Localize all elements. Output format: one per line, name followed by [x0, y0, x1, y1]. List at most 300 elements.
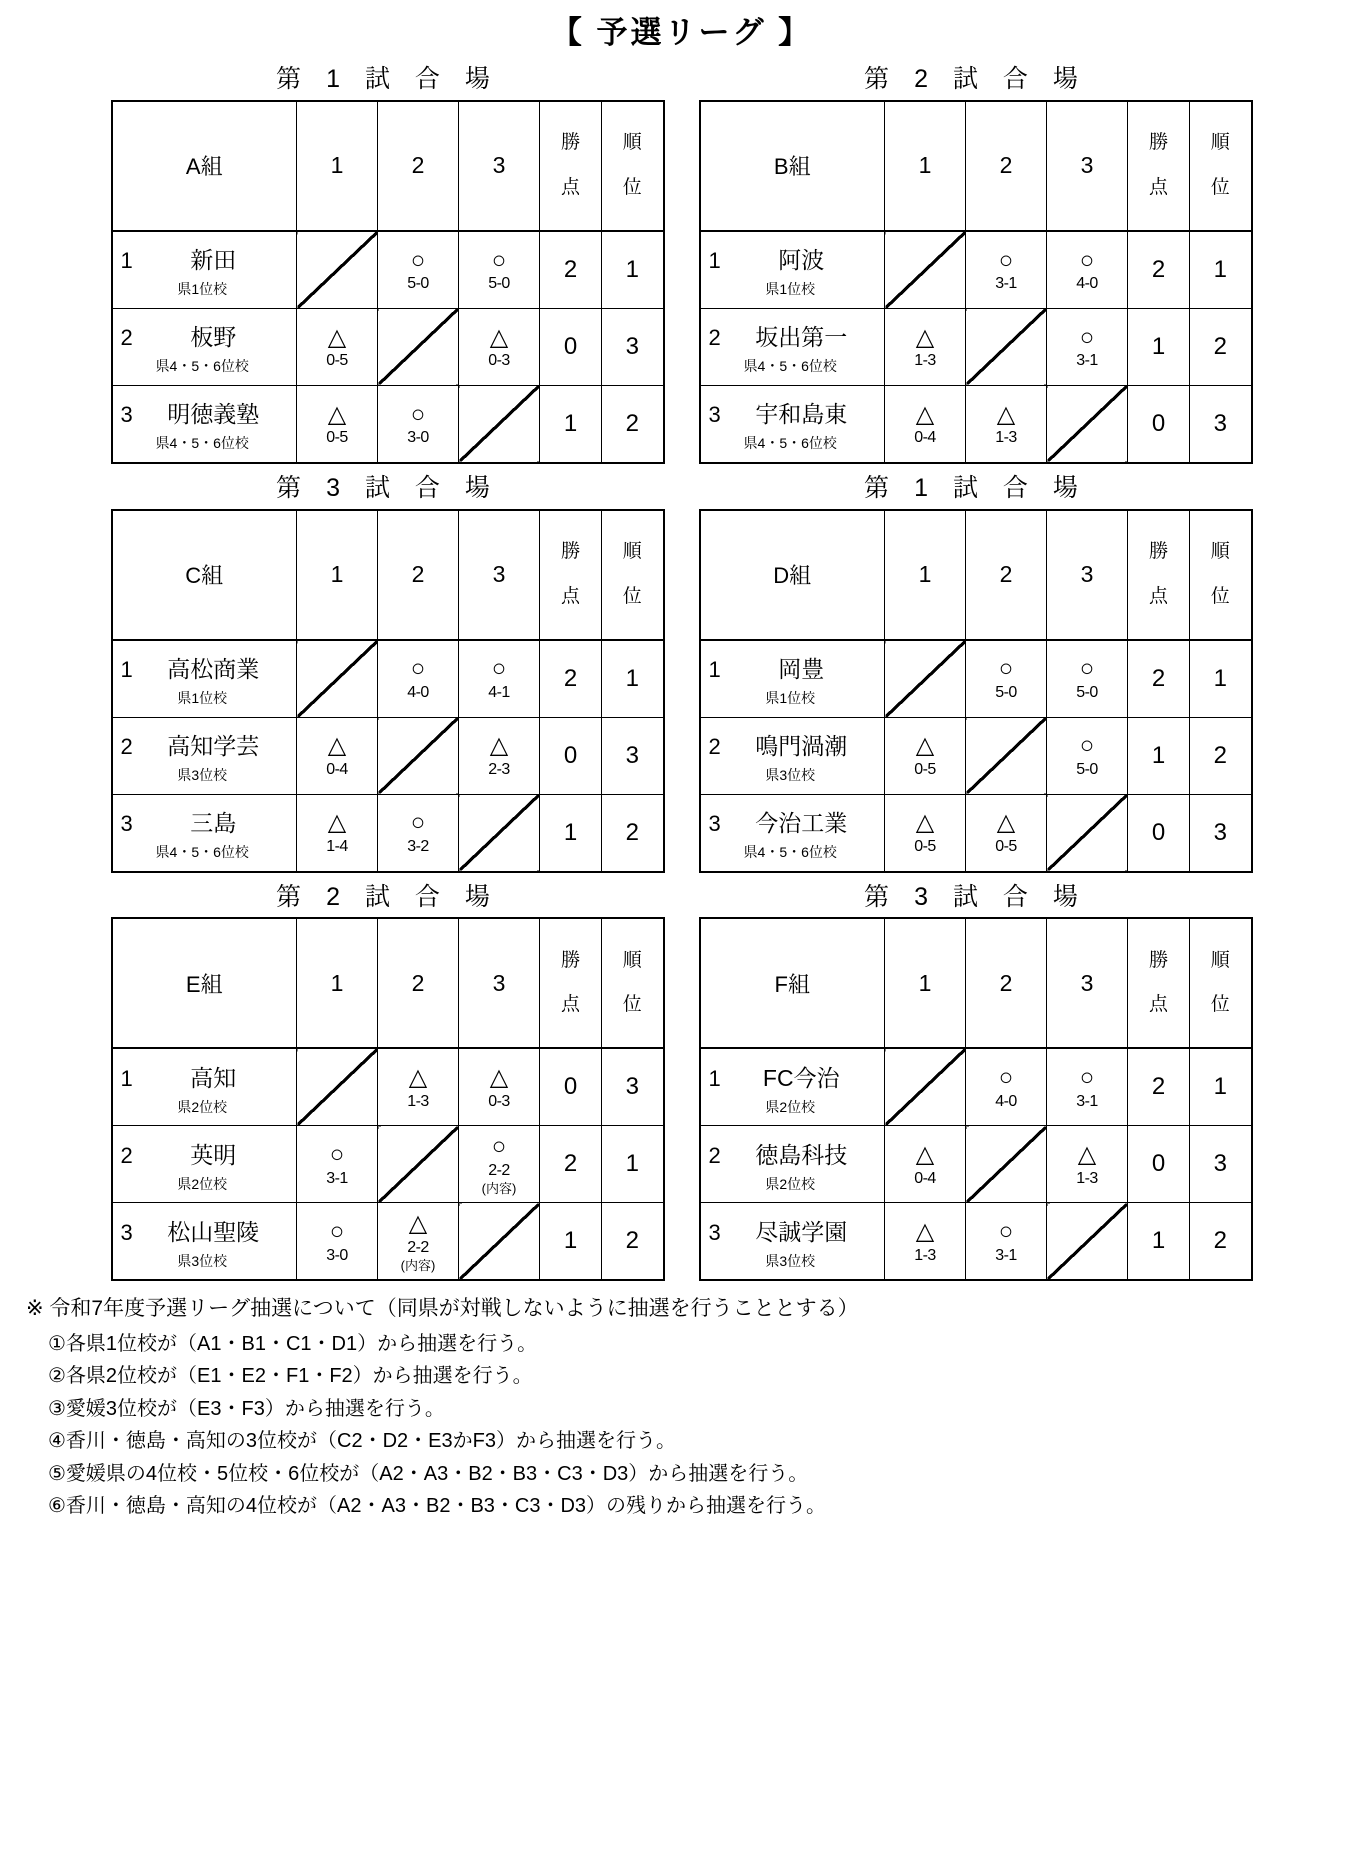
result-score: 2-2 [488, 1161, 510, 1179]
result-score: 1-4 [326, 837, 348, 855]
opponent-header-label: 2 [411, 561, 425, 588]
match-result-cell [1047, 1126, 1128, 1203]
result-mark-icon: △ [327, 809, 347, 837]
points-cell: 2 [540, 640, 602, 718]
team-cell [112, 385, 297, 463]
table-row [700, 308, 1252, 385]
match-result-cell [459, 308, 540, 385]
match-result [1047, 731, 1127, 779]
opponent-header-1 [297, 918, 378, 1048]
result-mark-icon: ○ [329, 1141, 345, 1169]
result-score: 0-5 [326, 429, 348, 447]
result-score: 0-5 [914, 837, 936, 855]
team-name: 高知学芸 [167, 733, 260, 760]
team-index: 2 [708, 325, 721, 351]
team-index: 2 [120, 1142, 133, 1168]
table-row [112, 717, 664, 794]
rank-header-cell [602, 101, 664, 231]
match-result-cell [297, 1203, 378, 1281]
points-header-label [561, 121, 580, 210]
team-line [121, 803, 291, 838]
points-header-char1: 勝 [1148, 541, 1168, 563]
match-result-cell [459, 231, 540, 309]
team-index: 3 [708, 402, 721, 428]
group-block [105, 879, 671, 1282]
table-row [112, 640, 664, 718]
group-block [693, 61, 1259, 464]
team-line [709, 726, 879, 761]
team-line [709, 240, 879, 275]
self-diagonal-cell [459, 794, 540, 872]
table-row [112, 794, 664, 872]
opponent-header-label: 2 [999, 969, 1013, 996]
points-header-label [561, 939, 580, 1028]
points-cell: 0 [540, 1048, 602, 1126]
result-mark-icon: △ [915, 732, 935, 760]
match-result [1047, 246, 1127, 294]
self-diagonal-cell [459, 385, 540, 463]
points-header-label [1149, 121, 1168, 210]
match-result-cell [966, 640, 1047, 718]
match-result-cell [885, 717, 966, 794]
result-score: 0-5 [914, 760, 936, 778]
team-line [709, 1212, 879, 1247]
match-result-cell [459, 640, 540, 718]
points-header-char1: 勝 [560, 949, 580, 971]
match-result [378, 1063, 458, 1111]
result-mark-icon: ○ [491, 246, 507, 274]
match-result [459, 1132, 539, 1196]
venue-title: 第 1 試 合 場 [276, 65, 499, 94]
result-score: 3-1 [1076, 1092, 1098, 1110]
points-header-cell [540, 101, 602, 231]
result-score: 3-1 [995, 1246, 1017, 1264]
match-result-cell [966, 231, 1047, 309]
team-line [121, 1212, 291, 1247]
team-line [121, 240, 291, 275]
team-cell [112, 1048, 297, 1126]
team-index: 1 [120, 657, 133, 683]
table-row [700, 1048, 1252, 1126]
team-line [709, 649, 879, 684]
result-mark-icon: ○ [1079, 1064, 1095, 1092]
points-header-char2: 点 [560, 585, 580, 607]
points-header-char2: 点 [1148, 176, 1168, 198]
points-cell: 0 [540, 308, 602, 385]
team-index: 3 [708, 811, 721, 837]
points-header-char1: 勝 [1148, 949, 1168, 971]
result-score: 3-2 [407, 837, 429, 855]
result-mark-icon: ○ [1079, 323, 1095, 351]
self-diagonal-cell [378, 308, 459, 385]
rank-cell: 2 [602, 385, 664, 463]
team-index: 3 [120, 1219, 133, 1245]
team-line [709, 317, 879, 352]
table-header-row [112, 918, 664, 1048]
team-line [709, 1058, 879, 1093]
rank-header-label [623, 121, 642, 210]
result-mark-icon: △ [489, 323, 509, 351]
team-name: FC今治 [762, 1064, 840, 1091]
match-result-cell [378, 1048, 459, 1126]
result-mark-icon: △ [915, 809, 935, 837]
points-cell: 1 [540, 794, 602, 872]
match-result [966, 654, 1046, 702]
result-mark-icon: ○ [998, 655, 1014, 683]
rank-cell: 1 [602, 231, 664, 309]
self-diagonal-cell [297, 640, 378, 718]
match-result [459, 246, 539, 294]
rank-cell: 3 [1190, 385, 1252, 463]
self-diagonal-cell [885, 231, 966, 309]
team-name: 新田 [190, 247, 237, 274]
result-mark-icon: △ [489, 732, 509, 760]
match-result-cell [885, 1126, 966, 1203]
opponent-header-label: 3 [492, 561, 506, 588]
rank-header-cell [1190, 918, 1252, 1048]
rank-header-char1: 順 [1210, 541, 1230, 563]
rank-header-char2: 位 [622, 585, 642, 607]
result-score: 0-5 [326, 352, 348, 370]
note-item: ③愛媛3位校が（E3・F3）から抽選を行う。 [48, 1397, 445, 1420]
team-index: 1 [120, 248, 133, 274]
table-header-row [112, 510, 664, 640]
match-result [297, 1217, 377, 1265]
rank-cell: 3 [1190, 794, 1252, 872]
match-result [378, 654, 458, 702]
result-score: 3-0 [407, 429, 429, 447]
team-line [709, 803, 879, 838]
match-result-cell [966, 385, 1047, 463]
rank-header-cell [602, 918, 664, 1048]
group-name-cell [112, 101, 297, 231]
match-result-cell [1047, 231, 1128, 309]
points-cell: 2 [540, 231, 602, 309]
rank-cell: 1 [602, 640, 664, 718]
rank-header-char1: 順 [622, 541, 642, 563]
table-row [112, 231, 664, 309]
match-result [459, 654, 539, 702]
team-cell [700, 231, 885, 309]
note-item: ①各県1位校が（A1・B1・C1・D1）から抽選を行う。 [48, 1332, 538, 1355]
opponent-header-2 [378, 101, 459, 231]
opponent-header-3 [459, 101, 540, 231]
table-row [112, 1048, 664, 1126]
result-score: 4-0 [995, 1092, 1017, 1110]
match-result-cell [885, 794, 966, 872]
result-mark-icon: △ [996, 400, 1016, 428]
result-mark-icon: ○ [410, 400, 426, 428]
opponent-header-2 [378, 918, 459, 1048]
table-row [700, 640, 1252, 718]
rank-cell: 3 [602, 1048, 664, 1126]
venue-title: 第 2 試 合 場 [276, 882, 499, 911]
points-header-char2: 点 [1148, 994, 1168, 1016]
team-line [121, 1058, 291, 1093]
team-name: 板野 [190, 324, 237, 351]
team-cell [112, 308, 297, 385]
team-name: 岡豊 [778, 656, 825, 683]
result-mark-icon: △ [915, 1218, 935, 1246]
group-name: D組 [773, 563, 812, 589]
rank-header-char2: 位 [622, 176, 642, 198]
result-score: 0-4 [914, 429, 936, 447]
team-seed: 県4・5・6位校 [743, 435, 837, 452]
group-name: F組 [774, 971, 810, 997]
page-title: 【 予選リーグ 】 [550, 15, 813, 50]
opponent-header-2 [378, 510, 459, 640]
points-header-char1: 勝 [1148, 132, 1168, 154]
group-block [693, 879, 1259, 1282]
rank-header-label [1211, 121, 1230, 210]
result-mark-icon: △ [915, 323, 935, 351]
opponent-header-label: 2 [999, 561, 1013, 588]
notes-section [0, 1293, 1363, 1522]
result-mark-icon: ○ [410, 809, 426, 837]
team-seed: 県4・5・6位校 [743, 844, 837, 861]
rank-header-label [623, 939, 642, 1028]
match-result [1047, 323, 1127, 371]
result-score: 0-4 [326, 760, 348, 778]
result-note: (内容) [481, 1180, 517, 1196]
team-seed: 県1位校 [765, 690, 816, 707]
opponent-header-1 [885, 510, 966, 640]
self-diagonal-cell [378, 1126, 459, 1203]
table-row [700, 231, 1252, 309]
result-mark-icon: ○ [491, 655, 507, 683]
rank-cell: 3 [602, 717, 664, 794]
rank-header-cell [1190, 101, 1252, 231]
team-seed: 県2位校 [765, 1098, 816, 1115]
team-index: 1 [708, 657, 721, 683]
team-cell [700, 308, 885, 385]
result-score: 2-2 [407, 1238, 429, 1256]
rank-header-cell [1190, 510, 1252, 640]
group-name-cell [112, 510, 297, 640]
rank-header-char1: 順 [622, 949, 642, 971]
rank-header-char2: 位 [622, 994, 642, 1016]
team-cell [112, 794, 297, 872]
result-mark-icon: △ [408, 1210, 428, 1238]
match-result [378, 1209, 458, 1273]
result-score: 5-0 [1076, 683, 1098, 701]
opponent-header-label: 1 [918, 152, 932, 179]
opponent-header-label: 3 [1080, 969, 1094, 996]
team-seed: 県1位校 [177, 690, 228, 707]
opponent-header-1 [885, 101, 966, 231]
team-seed: 県2位校 [765, 1175, 816, 1192]
team-cell [700, 385, 885, 463]
match-result [966, 1063, 1046, 1111]
team-name: 高松商業 [167, 656, 260, 683]
team-name: 松山聖陵 [167, 1218, 260, 1245]
match-result [1047, 1140, 1127, 1188]
result-score: 3-1 [326, 1169, 348, 1187]
match-result-cell [966, 794, 1047, 872]
result-score: 1-3 [914, 352, 936, 370]
match-result-cell [378, 640, 459, 718]
result-mark-icon: △ [408, 1064, 428, 1092]
opponent-header-1 [885, 918, 966, 1048]
match-result [297, 400, 377, 448]
result-mark-icon: △ [327, 323, 347, 351]
rank-header-char1: 順 [1210, 132, 1230, 154]
league-table [111, 509, 665, 873]
match-result [378, 808, 458, 856]
rank-cell: 2 [1190, 1203, 1252, 1281]
team-seed: 県3位校 [765, 1252, 816, 1269]
rank-header-label [1211, 530, 1230, 619]
table-row [700, 717, 1252, 794]
self-diagonal-cell [297, 231, 378, 309]
result-score: 3-0 [326, 1246, 348, 1264]
opponent-header-1 [297, 510, 378, 640]
points-header-cell [1128, 101, 1190, 231]
points-cell: 2 [540, 1126, 602, 1203]
rank-header-char1: 順 [622, 132, 642, 154]
result-mark-icon: ○ [998, 246, 1014, 274]
opponent-header-label: 2 [411, 969, 425, 996]
team-cell [700, 717, 885, 794]
result-mark-icon: ○ [1079, 732, 1095, 760]
match-result [885, 808, 965, 856]
rank-header-label [1211, 939, 1230, 1028]
venue-title: 第 3 試 合 場 [276, 473, 499, 502]
group-name-cell [112, 918, 297, 1048]
result-score: 5-0 [995, 683, 1017, 701]
team-seed: 県1位校 [765, 281, 816, 298]
table-header-row [700, 101, 1252, 231]
rank-header-label [623, 530, 642, 619]
result-score: 4-0 [1076, 275, 1098, 293]
opponent-header-1 [297, 101, 378, 231]
result-mark-icon: ○ [998, 1218, 1014, 1246]
rank-header-cell [602, 510, 664, 640]
opponent-header-label: 1 [918, 561, 932, 588]
opponent-header-label: 3 [1080, 152, 1094, 179]
result-score: 2-3 [488, 760, 510, 778]
points-cell: 1 [1128, 308, 1190, 385]
rank-header-char2: 位 [1210, 585, 1230, 607]
team-name: 坂出第一 [755, 324, 848, 351]
team-cell [700, 1048, 885, 1126]
team-index: 3 [708, 1219, 721, 1245]
team-index: 3 [120, 402, 133, 428]
group-name-cell [700, 918, 885, 1048]
self-diagonal-cell [1047, 794, 1128, 872]
team-name: 三島 [190, 810, 237, 837]
rank-cell: 2 [1190, 717, 1252, 794]
result-mark-icon: △ [489, 1064, 509, 1092]
team-cell [112, 1126, 297, 1203]
opponent-header-label: 1 [330, 561, 344, 588]
rank-cell: 1 [602, 1126, 664, 1203]
rank-cell: 1 [1190, 640, 1252, 718]
group-block [105, 61, 671, 464]
table-header-row [700, 510, 1252, 640]
opponent-header-label: 1 [330, 969, 344, 996]
points-cell: 1 [1128, 1203, 1190, 1281]
match-result [1047, 1063, 1127, 1111]
self-diagonal-cell [885, 640, 966, 718]
match-result [297, 1140, 377, 1188]
team-line [121, 649, 291, 684]
league-table [111, 917, 665, 1281]
self-diagonal-cell [885, 1048, 966, 1126]
team-cell [700, 794, 885, 872]
self-diagonal-cell [459, 1203, 540, 1281]
opponent-header-3 [459, 510, 540, 640]
team-seed: 県3位校 [765, 767, 816, 784]
opponent-header-2 [966, 510, 1047, 640]
table-header-row [112, 101, 664, 231]
result-mark-icon: ○ [410, 246, 426, 274]
team-name: 尽誠学園 [755, 1218, 848, 1245]
opponent-header-label: 1 [330, 152, 344, 179]
result-mark-icon: △ [327, 732, 347, 760]
result-mark-icon: ○ [329, 1218, 345, 1246]
venue-title: 第 2 試 合 場 [864, 65, 1087, 94]
rank-header-char2: 位 [1210, 994, 1230, 1016]
group-name-cell [700, 510, 885, 640]
team-name: 今治工業 [755, 810, 848, 837]
match-result-cell [885, 308, 966, 385]
self-diagonal-cell [378, 717, 459, 794]
points-cell: 0 [1128, 385, 1190, 463]
match-result [966, 808, 1046, 856]
match-result-cell [378, 1203, 459, 1281]
result-score: 1-3 [407, 1092, 429, 1110]
team-line [121, 394, 291, 429]
group-name: A組 [185, 154, 223, 180]
opponent-header-label: 3 [1080, 561, 1094, 588]
match-result [378, 400, 458, 448]
self-diagonal-cell [297, 1048, 378, 1126]
result-score: 1-3 [995, 429, 1017, 447]
team-cell [700, 1203, 885, 1281]
note-item: ④香川・徳島・高知の3位校が（C2・D2・E3かF3）から抽選を行う。 [48, 1430, 676, 1453]
team-index: 3 [120, 811, 133, 837]
result-score: 3-1 [995, 275, 1017, 293]
result-score: 3-1 [1076, 352, 1098, 370]
rank-cell: 2 [602, 794, 664, 872]
team-index: 1 [120, 1065, 133, 1091]
team-seed: 県4・5・6位校 [155, 435, 249, 452]
team-index: 2 [708, 734, 721, 760]
team-seed: 県4・5・6位校 [743, 358, 837, 375]
match-result-cell [966, 1203, 1047, 1281]
match-result [885, 1140, 965, 1188]
self-diagonal-cell [1047, 1203, 1128, 1281]
opponent-header-3 [459, 918, 540, 1048]
opponent-header-3 [1047, 510, 1128, 640]
match-result-cell [297, 717, 378, 794]
points-cell: 0 [1128, 1126, 1190, 1203]
league-table [699, 917, 1253, 1281]
points-header-char2: 点 [560, 176, 580, 198]
points-header-label [561, 530, 580, 619]
result-mark-icon: △ [996, 809, 1016, 837]
groups-grid [0, 61, 1363, 1287]
match-result [885, 323, 965, 371]
opponent-header-label: 1 [918, 969, 932, 996]
result-mark-icon: ○ [1079, 655, 1095, 683]
points-cell: 1 [540, 385, 602, 463]
opponent-header-3 [1047, 918, 1128, 1048]
team-line [709, 1135, 879, 1170]
points-header-label [1149, 530, 1168, 619]
match-result-cell [1047, 308, 1128, 385]
